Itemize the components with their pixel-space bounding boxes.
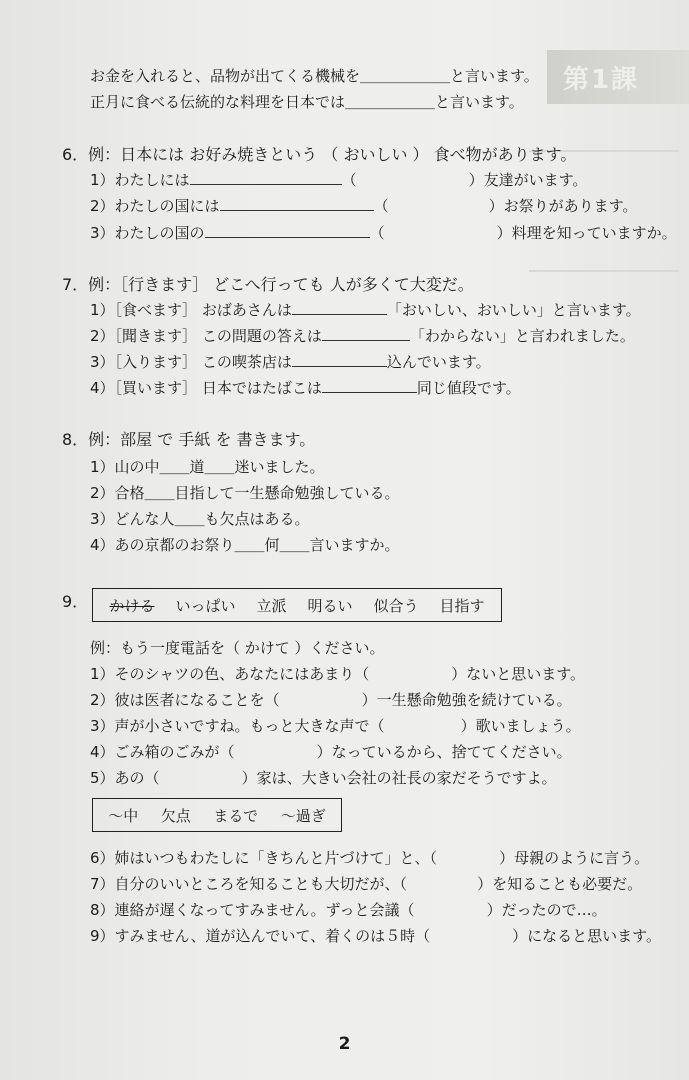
q7-item-4 [90,378,521,398]
item-pre: 彼は医者になることを（ [114,691,280,709]
item-text: あの京都のお祭り＿＿何＿＿言いますか。 [114,536,400,554]
item-verb: ［聞きます］ [114,327,198,345]
answer-blank[interactable] [220,196,374,211]
answer-blank[interactable] [190,170,342,185]
q6-example: 6．例：日本には お好み焼きという （ おいしい ） 食べ物があります。 [62,145,577,164]
word-choice-box-1 [92,588,502,622]
word-choice: まるで [213,806,259,825]
item-pre: わたしには [114,171,190,189]
item-number: 3） [90,510,115,528]
q9-item-9 [90,926,661,946]
item-post: 「おいしい、おいしい」と言います。 [386,301,641,319]
item-post: ）母親のように言う。 [499,849,650,867]
q5-item-2 [90,66,539,86]
q5-item-3 [90,92,524,112]
word-choice: ～過ぎ [280,806,326,825]
item-verb: ［買います］ [114,379,198,397]
answer-blank[interactable] [205,223,370,238]
page-number: 2 [338,1034,351,1054]
item-number: 2） [90,327,115,345]
item-pre: この喫茶店は [201,353,292,371]
item-number: 2） [90,484,115,502]
item-number: 1） [90,458,115,476]
q6-item-1: 1）わたしには （ ）友達がいます。 [90,171,588,189]
q9-item-4 [90,742,572,762]
item-pre: 自分のいいところを知ることも大切だが、（ [114,875,408,893]
word-choice: 明るい [307,596,353,615]
word-choice: 立派 [256,596,287,615]
item-post: 「わからない」と言われました。 [409,327,635,345]
item-verb: ［食べます］ [114,301,198,319]
item-verb: ［入ります］ [114,353,198,371]
q8-item-2 [90,483,400,503]
word-choice: かける [109,596,155,615]
item-pre: 声が小さいですね。もっと大きな声で（ [114,717,385,735]
item-number: 1） [90,171,115,189]
item-number: 1） [90,665,115,683]
q5-item-3-text: 正月に食べる伝統的な料理を日本では＿＿＿＿＿＿と言います。 [90,93,524,111]
q5-item-2-text: お金を入れると、品物が出てくる機械を＿＿＿＿＿＿と言います。 [90,67,539,85]
item-number: 2） [90,691,115,709]
q8-item-4 [90,535,400,555]
item-number: 4） [90,536,115,554]
item-number: 2） [90,197,115,215]
q6-item-2: 2）わたしの国には （ ）お祭りがあります。 [90,197,638,215]
item-number: 9） [90,927,115,945]
item-post: ）家は、大きい会社の社長の家だそうですよ。 [241,769,557,787]
q9-item-3 [90,716,581,736]
q9-example: 例：もう一度電話を（ かけて ）ください。 [90,639,385,657]
word-choice: 目指す [439,596,485,615]
item-text: 山の中＿＿道＿＿迷いました。 [114,458,325,476]
item-text: 合格＿＿目指して一生懸命勉強している。 [114,484,400,502]
item-pre: 日本ではたばこは [201,379,322,397]
item-post: ）友達がいます。 [468,171,588,189]
item-post: ）を知ることも必要だ。 [477,875,643,893]
item-post: 込んでいます。 [386,353,491,371]
q9-item-6 [90,848,649,868]
item-number: 7） [90,875,115,893]
word-choice: 似合う [373,596,419,615]
item-number: 4） [90,379,115,397]
item-post: 同じ値段です。 [416,379,521,397]
item-number: 1） [90,301,115,319]
item-pre: 連絡が遅くなってすみません。ずっと会議（ [114,901,415,919]
q9-item-8 [90,900,607,920]
item-pre: あの（ [114,769,160,787]
item-number: 3） [90,717,115,735]
item-number: 6） [90,849,115,867]
word-choice: ～中 [108,806,139,825]
item-post: ）料理を知っていますか。 [496,224,677,242]
word-choice: いっぱい [175,596,236,615]
answer-blank[interactable] [292,300,387,315]
q7-item-2 [90,326,635,346]
answer-blank[interactable] [322,326,410,341]
answer-blank[interactable] [292,352,387,367]
q7-item-3 [90,352,491,372]
item-pre: この問題の答えは [201,327,322,345]
q6-item-3: 3）わたしの国の （ ）料理を知っていますか。 [90,224,677,242]
q9-item-7 [90,874,642,894]
item-pre: そのシャツの色、あなたにはあまり（ [114,665,370,683]
item-post: ）だったので…。 [486,901,607,919]
item-number: 3） [90,353,115,371]
word-choice-box-2 [92,798,342,832]
answer-blank[interactable] [322,378,417,393]
chapter-tab: 第1課 [547,50,689,104]
q8-item-1 [90,457,325,477]
q9-number: 9． [62,592,89,611]
q9-item-1 [90,664,585,684]
q8-item-3 [90,509,310,529]
item-pre: おばあさんは [201,301,292,319]
item-post: ）になると思います。 [512,927,661,945]
item-number: 5） [90,769,115,787]
item-text: どんな人＿＿も欠点はある。 [114,510,310,528]
q7-example: 7．例：［行きます］ どこへ行っても 人が多くて大変だ。 [62,275,474,294]
item-post: ）お祭りがあります。 [488,197,638,215]
item-pre: ごみ箱のごみが（ [114,743,235,761]
item-pre: わたしの国の [114,224,205,242]
item-post: ）ないと思います。 [451,665,586,683]
bleed-through-mark [529,270,679,272]
item-post: ）歌いましょう。 [460,717,581,735]
q7-item-1 [90,300,641,320]
item-pre: わたしの国には [114,197,220,215]
item-number: 8） [90,901,115,919]
q9-item-5 [90,768,557,788]
item-pre: すみません、道が込んでいて、着くのは５時（ [114,927,431,945]
item-post: ）なっているから、捨ててください。 [316,743,572,761]
q9-item-2 [90,690,572,710]
item-number: 3） [90,224,115,242]
item-pre: 姉はいつもわたしに「きちんと片づけて」と、（ [114,849,438,867]
word-choice: 欠点 [160,806,191,825]
item-post: ）一生懸命勉強を続けている。 [361,691,572,709]
q8-example: 8．例：部屋 で 手紙 を 書きます。 [62,430,316,449]
item-number: 4） [90,743,115,761]
